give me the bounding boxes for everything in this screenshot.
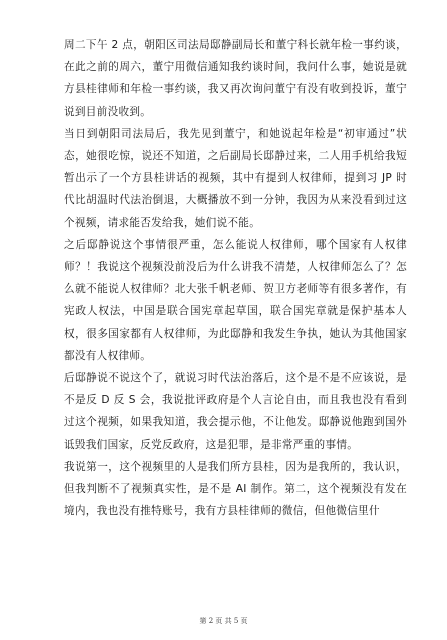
page-number-footer: 第 2 页 共 5 页 <box>199 617 248 625</box>
paragraph: 我说第一，这个视频里的人是我们所方县桂，因为是我所的，我认识，但我判断不了视频真实性，是不是 AI 制作。第二，这个视频没有发在境内，我也没有推特账号，我有方县桂律师的微信，但他微信里什 <box>64 460 407 518</box>
body-text <box>64 34 407 522</box>
paragraph: 后邸静说不说这个了，就说习时代法治落后，这个是不是不应该说，是不是反 D 反 S 会，我说批评政府是个人言论自由，而且我也没有看到过这个视频，如果我知道，我会提示他，不让他发。邸静说他跑到国外诋毁我们国家，反党反政府，这是犯罪，是非常严重的事情。 <box>64 372 407 451</box>
paragraph: 周二下午 2 点，朝阳区司法局邸静副局长和董宁科长就年检一事约谈，在此之前的周六，董宁用微信通知我约谈时间，我问什么事，她说是就方县桂律师和年检一事约谈，我又再次询问董宁有没有收到投诉，董宁说到目前没收到。 <box>64 39 407 118</box>
paragraph: 当日到朝阳司法局后，我先见到董宁，和她说起年检是“初审通过”状态，她很吃惊，说还不知道，之后副局长邸静过来，二人用手机给我短暂出示了一个方县桂讲话的视频，其中有提到人权律师，提到习 JP 时代比胡温时代法治倒退，大概播放不到一分钟，我因为从来没看到过这个视频，请求能否发给我，她们说不能。 <box>64 127 407 229</box>
paragraph: 之后邸静说这个事情很严重，怎么能说人权律师，哪个国家有人权律师？！我说这个视频没前没后为什么讲我不清楚，人权律师怎么了？怎么就不能说人权律师？北大张千帆老师、贺卫方老师等有很多著作，有宪政人权法，中国是联合国宪章起草国，联合国宪章就是保护基本人权，很多国家都有人权律师，为此邸静和我发生争执，她认为其他国家都没有人权律师。 <box>64 238 407 362</box>
